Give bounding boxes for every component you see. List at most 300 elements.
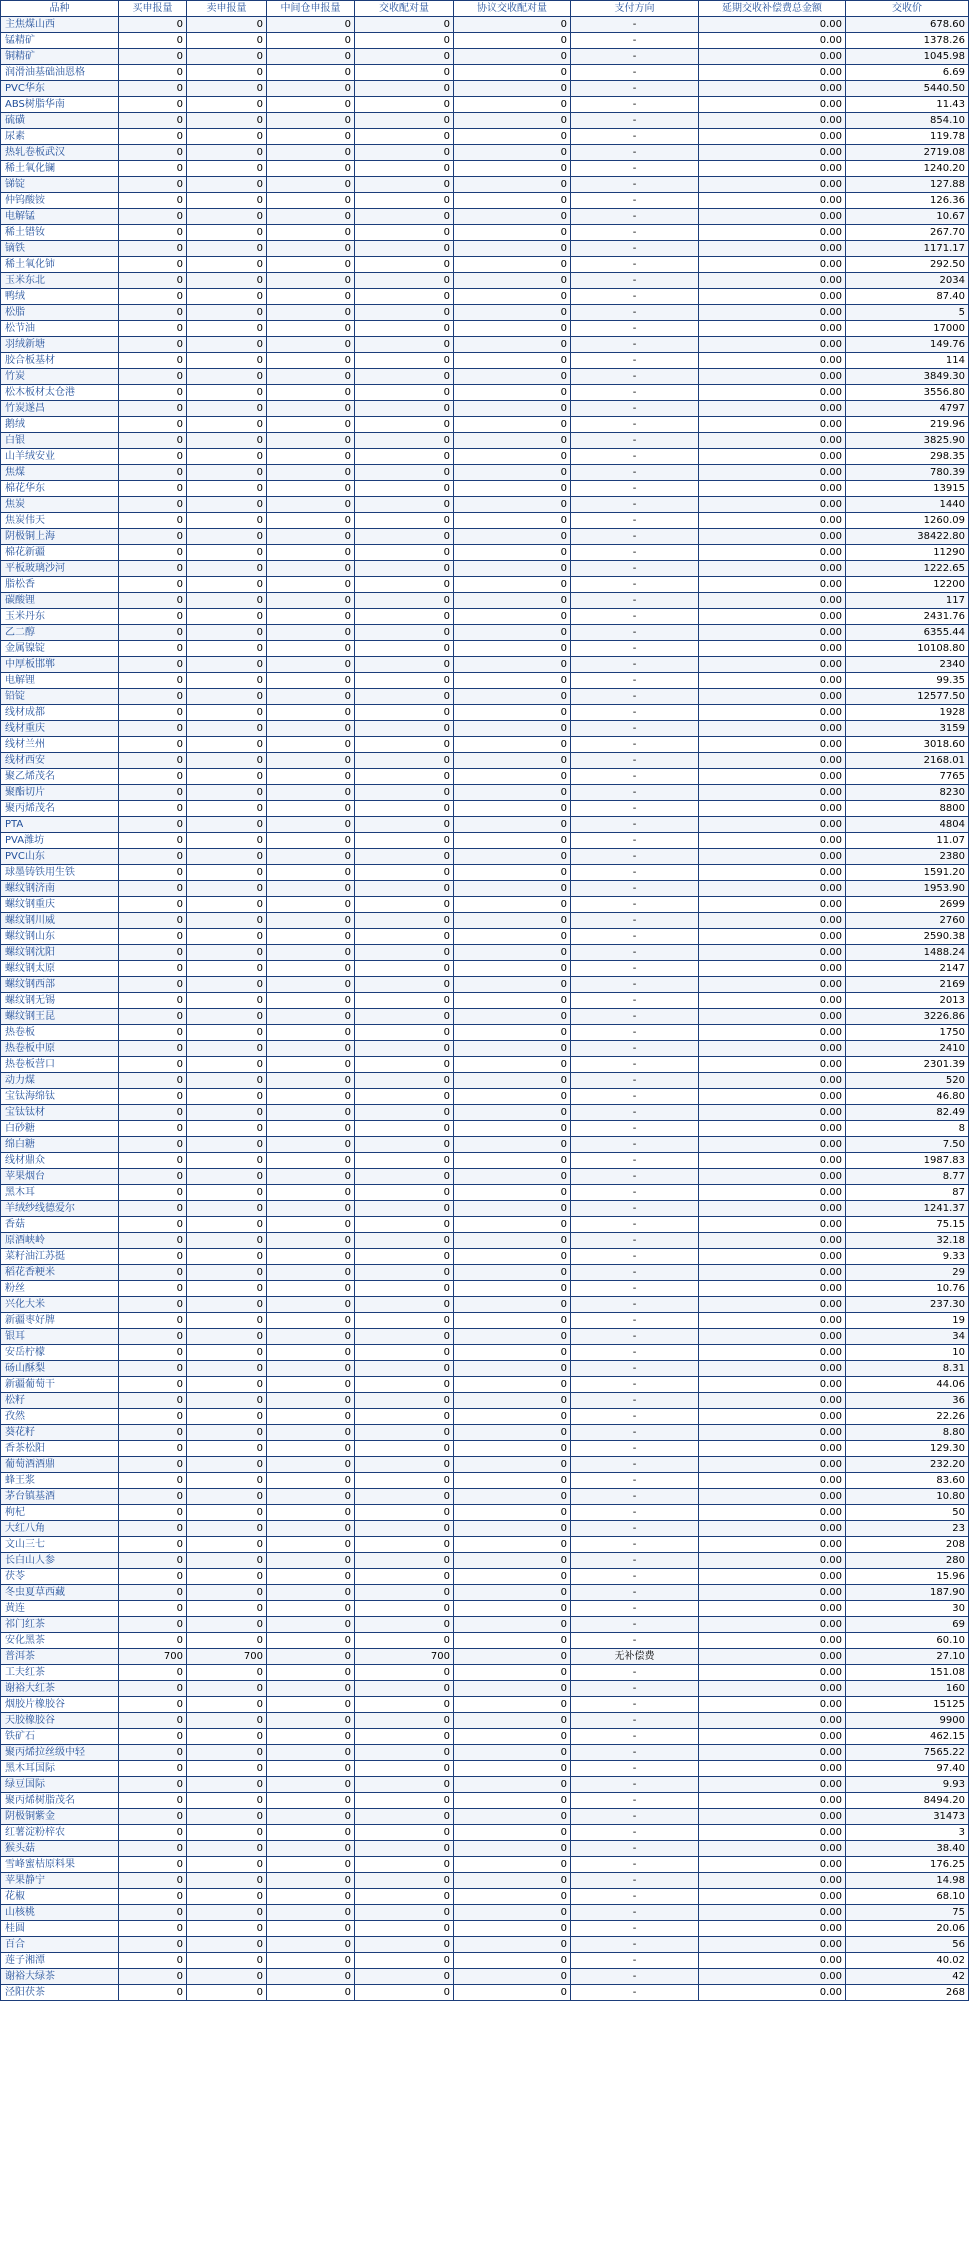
header-buy-declared: 买申报量 — [119, 1, 187, 17]
cell-delivery-price: 4804 — [846, 817, 969, 833]
cell-intermediate-declared: 0 — [267, 497, 355, 513]
cell-intermediate-declared: 0 — [267, 145, 355, 161]
cell-delivery-price: 56 — [846, 1937, 969, 1953]
cell-variety: 雪峰蜜桔原料果 — [1, 1857, 119, 1873]
cell-intermediate-declared: 0 — [267, 545, 355, 561]
cell-delivery-price: 1488.24 — [846, 945, 969, 961]
table-row — [1, 65, 969, 81]
cell-sell-declared: 0 — [187, 529, 267, 545]
table-row — [1, 1777, 969, 1793]
cell-sell-declared: 0 — [187, 1969, 267, 1985]
cell-deferred-compensation-total: 0.00 — [699, 241, 846, 257]
cell-agreement-matched: 0 — [454, 369, 571, 385]
table-row — [1, 1633, 969, 1649]
cell-buy-declared: 0 — [119, 1873, 187, 1889]
cell-agreement-matched: 0 — [454, 1873, 571, 1889]
cell-delivery-price: 83.60 — [846, 1473, 969, 1489]
cell-sell-declared: 0 — [187, 1345, 267, 1361]
cell-deferred-compensation-total: 0.00 — [699, 673, 846, 689]
cell-sell-declared: 0 — [187, 193, 267, 209]
cell-agreement-matched: 0 — [454, 977, 571, 993]
cell-deferred-compensation-total: 0.00 — [699, 1505, 846, 1521]
cell-agreement-matched: 0 — [454, 721, 571, 737]
cell-intermediate-declared: 0 — [267, 977, 355, 993]
cell-buy-declared: 0 — [119, 1521, 187, 1537]
cell-sell-declared: 0 — [187, 65, 267, 81]
cell-variety: 聚酯切片 — [1, 785, 119, 801]
cell-buy-declared: 0 — [119, 657, 187, 673]
cell-sell-declared: 0 — [187, 577, 267, 593]
cell-variety: 中厚板邯郸 — [1, 657, 119, 673]
table-row — [1, 1953, 969, 1969]
cell-buy-declared: 0 — [119, 1713, 187, 1729]
table-row — [1, 1585, 969, 1601]
cell-variety: 鹅绒 — [1, 417, 119, 433]
cell-sell-declared: 0 — [187, 721, 267, 737]
cell-buy-declared: 0 — [119, 33, 187, 49]
cell-sell-declared: 0 — [187, 625, 267, 641]
cell-buy-declared: 0 — [119, 1265, 187, 1281]
table-row — [1, 1073, 969, 1089]
cell-delivery-price: 126.36 — [846, 193, 969, 209]
cell-sell-declared: 0 — [187, 945, 267, 961]
cell-buy-declared: 0 — [119, 721, 187, 737]
cell-intermediate-declared: 0 — [267, 753, 355, 769]
cell-buy-declared: 0 — [119, 1745, 187, 1761]
cell-agreement-matched: 0 — [454, 289, 571, 305]
cell-delivery-price: 4797 — [846, 401, 969, 417]
cell-sell-declared: 0 — [187, 1729, 267, 1745]
cell-delivery-matched: 0 — [355, 673, 454, 689]
cell-buy-declared: 0 — [119, 1041, 187, 1057]
cell-agreement-matched: 0 — [454, 257, 571, 273]
cell-variety: 球墨铸铁用生铁 — [1, 865, 119, 881]
cell-buy-declared: 0 — [119, 129, 187, 145]
cell-sell-declared: 0 — [187, 1265, 267, 1281]
header-variety: 品种 — [1, 1, 119, 17]
cell-variety: 天胶橡胶谷 — [1, 1713, 119, 1729]
cell-delivery-price: 176.25 — [846, 1857, 969, 1873]
cell-intermediate-declared: 0 — [267, 1745, 355, 1761]
cell-variety: 乙二醇 — [1, 625, 119, 641]
cell-intermediate-declared: 0 — [267, 1249, 355, 1265]
cell-delivery-matched: 0 — [355, 817, 454, 833]
cell-intermediate-declared: 0 — [267, 1281, 355, 1297]
cell-delivery-price: 10.80 — [846, 1489, 969, 1505]
cell-delivery-matched: 0 — [355, 449, 454, 465]
cell-deferred-compensation-total: 0.00 — [699, 1537, 846, 1553]
cell-sell-declared: 0 — [187, 1297, 267, 1313]
cell-delivery-matched: 0 — [355, 1569, 454, 1585]
cell-sell-declared: 0 — [187, 1441, 267, 1457]
cell-variety: 松木板材太仓港 — [1, 385, 119, 401]
cell-deferred-compensation-total: 0.00 — [699, 1937, 846, 1953]
header-row — [1, 1, 969, 17]
cell-agreement-matched: 0 — [454, 449, 571, 465]
cell-agreement-matched: 0 — [454, 129, 571, 145]
cell-payment-direction: - — [571, 1217, 699, 1233]
cell-payment-direction: - — [571, 961, 699, 977]
cell-payment-direction: - — [571, 593, 699, 609]
cell-payment-direction: - — [571, 545, 699, 561]
cell-intermediate-declared: 0 — [267, 897, 355, 913]
cell-variety: 仲钨酸铵 — [1, 193, 119, 209]
cell-deferred-compensation-total: 0.00 — [699, 97, 846, 113]
cell-buy-declared: 0 — [119, 593, 187, 609]
cell-payment-direction: - — [571, 433, 699, 449]
cell-variety: 焦炭伟天 — [1, 513, 119, 529]
cell-variety: 竹炭遂昌 — [1, 401, 119, 417]
cell-payment-direction: - — [571, 1009, 699, 1025]
cell-buy-declared: 0 — [119, 1969, 187, 1985]
cell-payment-direction: - — [571, 17, 699, 33]
cell-delivery-price: 38422.80 — [846, 529, 969, 545]
cell-payment-direction: - — [571, 913, 699, 929]
cell-buy-declared: 0 — [119, 1297, 187, 1313]
cell-buy-declared: 0 — [119, 1841, 187, 1857]
cell-buy-declared: 0 — [119, 497, 187, 513]
cell-sell-declared: 0 — [187, 209, 267, 225]
cell-variety: 稀土氧化镧 — [1, 161, 119, 177]
cell-delivery-matched: 0 — [355, 33, 454, 49]
cell-intermediate-declared: 0 — [267, 1361, 355, 1377]
cell-delivery-price: 5440.50 — [846, 81, 969, 97]
cell-intermediate-declared: 0 — [267, 401, 355, 417]
cell-payment-direction: - — [571, 65, 699, 81]
table-row — [1, 721, 969, 737]
cell-sell-declared: 0 — [187, 49, 267, 65]
table-row — [1, 993, 969, 1009]
cell-agreement-matched: 0 — [454, 753, 571, 769]
cell-deferred-compensation-total: 0.00 — [699, 449, 846, 465]
cell-buy-declared: 0 — [119, 641, 187, 657]
cell-delivery-price: 3849.30 — [846, 369, 969, 385]
cell-intermediate-declared: 0 — [267, 177, 355, 193]
cell-deferred-compensation-total: 0.00 — [699, 737, 846, 753]
cell-delivery-matched: 0 — [355, 289, 454, 305]
cell-sell-declared: 0 — [187, 97, 267, 113]
cell-intermediate-declared: 0 — [267, 1905, 355, 1921]
cell-agreement-matched: 0 — [454, 193, 571, 209]
cell-variety: 桂圆 — [1, 1921, 119, 1937]
cell-sell-declared: 0 — [187, 321, 267, 337]
cell-intermediate-declared: 0 — [267, 1345, 355, 1361]
table-row — [1, 1329, 969, 1345]
cell-delivery-price: 22.26 — [846, 1409, 969, 1425]
cell-delivery-matched: 0 — [355, 737, 454, 753]
cell-delivery-matched: 0 — [355, 689, 454, 705]
cell-deferred-compensation-total: 0.00 — [699, 17, 846, 33]
table-row — [1, 449, 969, 465]
cell-agreement-matched: 0 — [454, 913, 571, 929]
cell-deferred-compensation-total: 0.00 — [699, 177, 846, 193]
cell-delivery-price: 854.10 — [846, 113, 969, 129]
cell-delivery-matched: 0 — [355, 209, 454, 225]
cell-sell-declared: 0 — [187, 1489, 267, 1505]
cell-agreement-matched: 0 — [454, 609, 571, 625]
cell-deferred-compensation-total: 0.00 — [699, 1073, 846, 1089]
cell-buy-declared: 0 — [119, 289, 187, 305]
table-row — [1, 1137, 969, 1153]
cell-deferred-compensation-total: 0.00 — [699, 689, 846, 705]
cell-sell-declared: 0 — [187, 1937, 267, 1953]
cell-delivery-matched: 0 — [355, 1489, 454, 1505]
cell-payment-direction: - — [571, 1681, 699, 1697]
cell-sell-declared: 0 — [187, 753, 267, 769]
cell-sell-declared: 0 — [187, 241, 267, 257]
table-row — [1, 1665, 969, 1681]
table-row — [1, 417, 969, 433]
cell-buy-declared: 0 — [119, 929, 187, 945]
table-row — [1, 1921, 969, 1937]
cell-deferred-compensation-total: 0.00 — [699, 529, 846, 545]
cell-variety: 螺纹钢沈阳 — [1, 945, 119, 961]
cell-deferred-compensation-total: 0.00 — [699, 641, 846, 657]
cell-deferred-compensation-total: 0.00 — [699, 385, 846, 401]
cell-payment-direction: - — [571, 1489, 699, 1505]
cell-agreement-matched: 0 — [454, 1137, 571, 1153]
cell-payment-direction: - — [571, 513, 699, 529]
cell-sell-declared: 0 — [187, 1793, 267, 1809]
cell-buy-declared: 0 — [119, 97, 187, 113]
cell-deferred-compensation-total: 0.00 — [699, 145, 846, 161]
cell-variety: 黑木耳国际 — [1, 1761, 119, 1777]
table-row — [1, 97, 969, 113]
cell-sell-declared: 0 — [187, 1329, 267, 1345]
cell-variety: PVA潍坊 — [1, 833, 119, 849]
cell-delivery-price: 2301.39 — [846, 1057, 969, 1073]
cell-deferred-compensation-total: 0.00 — [699, 577, 846, 593]
cell-buy-declared: 700 — [119, 1649, 187, 1665]
cell-sell-declared: 0 — [187, 1073, 267, 1089]
cell-intermediate-declared: 0 — [267, 833, 355, 849]
cell-sell-declared: 0 — [187, 1617, 267, 1633]
cell-buy-declared: 0 — [119, 1905, 187, 1921]
cell-sell-declared: 0 — [187, 1665, 267, 1681]
cell-deferred-compensation-total: 0.00 — [699, 1249, 846, 1265]
cell-delivery-price: 7565.22 — [846, 1745, 969, 1761]
cell-variety: 锰精矿 — [1, 33, 119, 49]
cell-deferred-compensation-total: 0.00 — [699, 1425, 846, 1441]
cell-deferred-compensation-total: 0.00 — [699, 1089, 846, 1105]
cell-sell-declared: 0 — [187, 1553, 267, 1569]
cell-agreement-matched: 0 — [454, 1889, 571, 1905]
cell-agreement-matched: 0 — [454, 625, 571, 641]
cell-delivery-price: 232.20 — [846, 1457, 969, 1473]
cell-buy-declared: 0 — [119, 433, 187, 449]
table-row — [1, 1457, 969, 1473]
table-row — [1, 1825, 969, 1841]
cell-payment-direction: - — [571, 81, 699, 97]
cell-agreement-matched: 0 — [454, 1313, 571, 1329]
table-row — [1, 289, 969, 305]
cell-payment-direction: - — [571, 1921, 699, 1937]
cell-delivery-matched: 0 — [355, 1793, 454, 1809]
cell-intermediate-declared: 0 — [267, 1105, 355, 1121]
cell-deferred-compensation-total: 0.00 — [699, 1409, 846, 1425]
cell-sell-declared: 0 — [187, 401, 267, 417]
cell-sell-declared: 0 — [187, 545, 267, 561]
cell-agreement-matched: 0 — [454, 1345, 571, 1361]
cell-sell-declared: 0 — [187, 353, 267, 369]
cell-delivery-price: 8230 — [846, 785, 969, 801]
cell-intermediate-declared: 0 — [267, 209, 355, 225]
cell-intermediate-declared: 0 — [267, 257, 355, 273]
table-row — [1, 145, 969, 161]
table-row — [1, 1105, 969, 1121]
cell-delivery-price: 1928 — [846, 705, 969, 721]
cell-deferred-compensation-total: 0.00 — [699, 769, 846, 785]
cell-variety: PTA — [1, 817, 119, 833]
cell-variety: 松籽 — [1, 1393, 119, 1409]
cell-intermediate-declared: 0 — [267, 225, 355, 241]
cell-intermediate-declared: 0 — [267, 33, 355, 49]
cell-delivery-matched: 0 — [355, 1393, 454, 1409]
cell-delivery-matched: 0 — [355, 609, 454, 625]
cell-delivery-price: 1987.83 — [846, 1153, 969, 1169]
cell-agreement-matched: 0 — [454, 1697, 571, 1713]
cell-agreement-matched: 0 — [454, 561, 571, 577]
cell-delivery-matched: 0 — [355, 1937, 454, 1953]
table-row — [1, 1393, 969, 1409]
cell-intermediate-declared: 0 — [267, 1217, 355, 1233]
cell-payment-direction: - — [571, 1377, 699, 1393]
cell-delivery-price: 2431.76 — [846, 609, 969, 625]
cell-agreement-matched: 0 — [454, 1169, 571, 1185]
cell-deferred-compensation-total: 0.00 — [699, 1585, 846, 1601]
cell-delivery-matched: 0 — [355, 1073, 454, 1089]
cell-deferred-compensation-total: 0.00 — [699, 1969, 846, 1985]
cell-deferred-compensation-total: 0.00 — [699, 433, 846, 449]
cell-sell-declared: 0 — [187, 1537, 267, 1553]
cell-sell-declared: 0 — [187, 1121, 267, 1137]
table-header — [1, 1, 969, 17]
cell-delivery-price: 1440 — [846, 497, 969, 513]
cell-delivery-price: 30 — [846, 1601, 969, 1617]
cell-delivery-matched: 0 — [355, 1713, 454, 1729]
cell-sell-declared: 0 — [187, 225, 267, 241]
cell-deferred-compensation-total: 0.00 — [699, 401, 846, 417]
cell-delivery-matched: 0 — [355, 369, 454, 385]
cell-variety: 脂松香 — [1, 577, 119, 593]
cell-delivery-price: 268 — [846, 1985, 969, 2001]
cell-delivery-price: 1591.20 — [846, 865, 969, 881]
cell-intermediate-declared: 0 — [267, 1329, 355, 1345]
cell-delivery-price: 11.07 — [846, 833, 969, 849]
cell-buy-declared: 0 — [119, 1457, 187, 1473]
cell-payment-direction: - — [571, 289, 699, 305]
cell-deferred-compensation-total: 0.00 — [699, 1297, 846, 1313]
cell-deferred-compensation-total: 0.00 — [699, 1169, 846, 1185]
cell-delivery-price: 1260.09 — [846, 513, 969, 529]
cell-delivery-matched: 0 — [355, 1745, 454, 1761]
cell-delivery-matched: 0 — [355, 17, 454, 33]
cell-payment-direction: - — [571, 1569, 699, 1585]
cell-buy-declared: 0 — [119, 1665, 187, 1681]
cell-variety: 枸杞 — [1, 1505, 119, 1521]
cell-agreement-matched: 0 — [454, 1009, 571, 1025]
cell-buy-declared: 0 — [119, 849, 187, 865]
cell-payment-direction: - — [571, 769, 699, 785]
cell-payment-direction: - — [571, 1937, 699, 1953]
cell-buy-declared: 0 — [119, 1857, 187, 1873]
table-row — [1, 913, 969, 929]
cell-deferred-compensation-total: 0.00 — [699, 1217, 846, 1233]
table-row — [1, 545, 969, 561]
cell-intermediate-declared: 0 — [267, 1441, 355, 1457]
cell-buy-declared: 0 — [119, 1393, 187, 1409]
table-row — [1, 1345, 969, 1361]
cell-payment-direction: - — [571, 673, 699, 689]
cell-agreement-matched: 0 — [454, 1649, 571, 1665]
cell-variety: 新疆葡萄干 — [1, 1377, 119, 1393]
cell-variety: 原酒峡岭 — [1, 1233, 119, 1249]
cell-deferred-compensation-total: 0.00 — [699, 1761, 846, 1777]
cell-intermediate-declared: 0 — [267, 1937, 355, 1953]
cell-payment-direction: - — [571, 1105, 699, 1121]
table-row — [1, 1729, 969, 1745]
cell-deferred-compensation-total: 0.00 — [699, 1697, 846, 1713]
table-row — [1, 801, 969, 817]
cell-delivery-matched: 0 — [355, 1105, 454, 1121]
cell-agreement-matched: 0 — [454, 897, 571, 913]
cell-payment-direction: - — [571, 609, 699, 625]
cell-agreement-matched: 0 — [454, 177, 571, 193]
cell-deferred-compensation-total: 0.00 — [699, 337, 846, 353]
cell-deferred-compensation-total: 0.00 — [699, 1905, 846, 1921]
cell-payment-direction: - — [571, 1121, 699, 1137]
cell-intermediate-declared: 0 — [267, 1233, 355, 1249]
cell-payment-direction: - — [571, 833, 699, 849]
cell-variety: 冬虫夏草西藏 — [1, 1585, 119, 1601]
cell-delivery-price: 14.98 — [846, 1873, 969, 1889]
cell-intermediate-declared: 0 — [267, 1969, 355, 1985]
table-row — [1, 657, 969, 673]
cell-variety: 葵花籽 — [1, 1425, 119, 1441]
cell-payment-direction: - — [571, 625, 699, 641]
cell-buy-declared: 0 — [119, 577, 187, 593]
header-sell-declared: 卖申报量 — [187, 1, 267, 17]
cell-intermediate-declared: 0 — [267, 1985, 355, 2001]
cell-buy-declared: 0 — [119, 1729, 187, 1745]
cell-variety: 镝铁 — [1, 241, 119, 257]
cell-payment-direction: - — [571, 177, 699, 193]
cell-sell-declared: 0 — [187, 1505, 267, 1521]
cell-buy-declared: 0 — [119, 1249, 187, 1265]
cell-deferred-compensation-total: 0.00 — [699, 833, 846, 849]
cell-variety: 茯苓 — [1, 1569, 119, 1585]
cell-deferred-compensation-total: 0.00 — [699, 817, 846, 833]
cell-delivery-price: 38.40 — [846, 1841, 969, 1857]
cell-payment-direction: - — [571, 49, 699, 65]
cell-deferred-compensation-total: 0.00 — [699, 1009, 846, 1025]
cell-agreement-matched: 0 — [454, 1569, 571, 1585]
cell-intermediate-declared: 0 — [267, 1265, 355, 1281]
table-row — [1, 577, 969, 593]
cell-deferred-compensation-total: 0.00 — [699, 1489, 846, 1505]
cell-sell-declared: 0 — [187, 369, 267, 385]
cell-payment-direction: - — [571, 1905, 699, 1921]
cell-delivery-price: 208 — [846, 1537, 969, 1553]
table-row — [1, 209, 969, 225]
table-row — [1, 833, 969, 849]
cell-intermediate-declared: 0 — [267, 449, 355, 465]
cell-intermediate-declared: 0 — [267, 81, 355, 97]
cell-buy-declared: 0 — [119, 1313, 187, 1329]
table-body — [1, 17, 969, 2001]
cell-agreement-matched: 0 — [454, 881, 571, 897]
cell-delivery-price: 82.49 — [846, 1105, 969, 1121]
